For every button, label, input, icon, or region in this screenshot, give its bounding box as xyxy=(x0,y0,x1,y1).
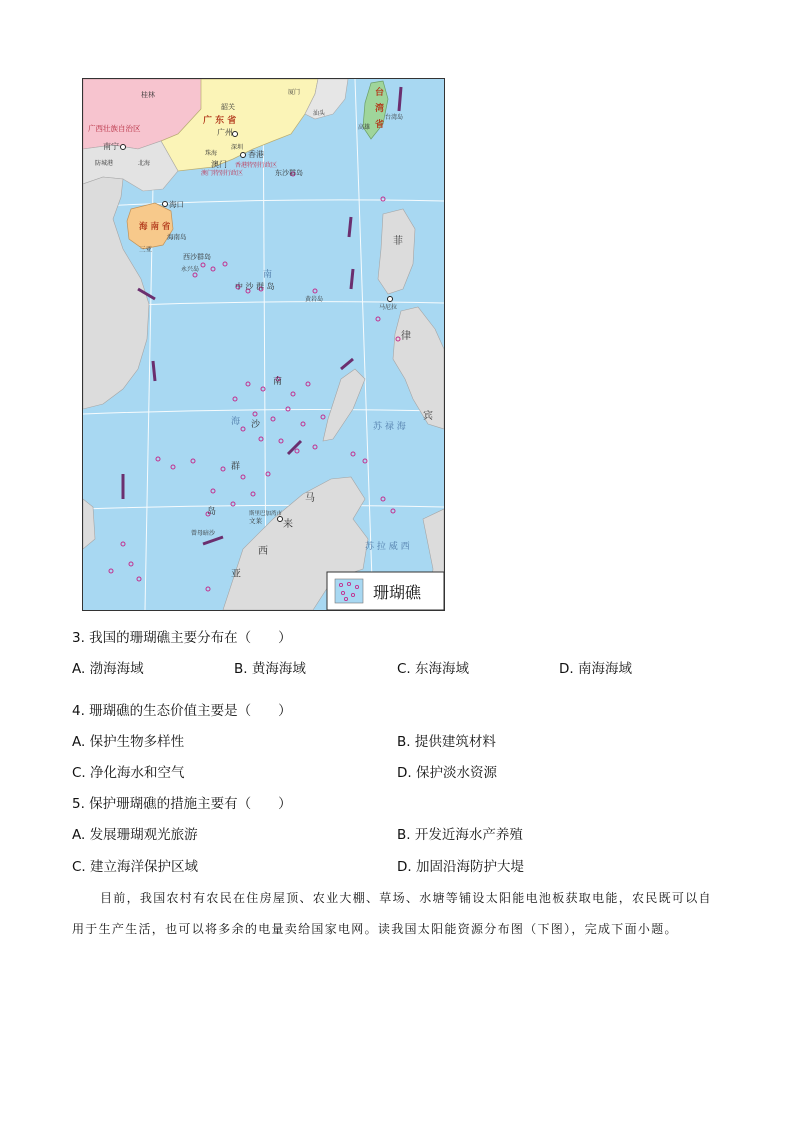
label-fangcheng: 防城港 xyxy=(95,160,114,167)
label-hainan-prov: 海 南 省 xyxy=(139,222,171,232)
south-china-sea-map xyxy=(82,78,445,611)
label-sanya: 三亚 xyxy=(139,245,152,253)
question-5-option-c[interactable]: C. 建立海洋保护区域 xyxy=(72,859,199,875)
label-zengmu: 曾母暗沙 xyxy=(191,530,216,537)
label-ph-3: 宾 xyxy=(423,411,433,422)
dash-segment xyxy=(349,217,351,237)
label-hongkong: 香港 xyxy=(248,150,264,159)
label-macau: 澳门 xyxy=(211,160,227,169)
label-xiamen: 厦门 xyxy=(288,89,301,96)
label-bandar: 斯里巴加湾市 xyxy=(249,511,283,517)
question-5-option-a[interactable]: A. 发展珊瑚观光旅游 xyxy=(72,827,198,843)
label-malay-4: 亚 xyxy=(231,569,241,580)
nanning-marker xyxy=(121,145,126,150)
manila-marker xyxy=(388,297,393,302)
label-beihai: 北海 xyxy=(138,160,151,167)
label-malay-3: 西 xyxy=(258,546,268,557)
question-3-stem: 3. 我国的珊瑚礁主要分布在（ ） xyxy=(72,630,292,646)
label-hainan-island: 海南岛 xyxy=(167,233,187,241)
label-hk-sar: 香港特别行政区 xyxy=(235,162,278,169)
legend-label: 珊瑚礁 xyxy=(373,583,422,602)
question-5-option-d[interactable]: D. 加固沿海防护大堤 xyxy=(397,859,524,875)
label-nansha-4: 岛 xyxy=(207,507,217,517)
label-shantou: 汕头 xyxy=(313,110,326,117)
label-dongsha: 东沙群岛 xyxy=(275,169,303,177)
label-guilin: 桂林 xyxy=(141,91,155,99)
question-4-option-d[interactable]: D. 保护淡水资源 xyxy=(397,765,497,781)
label-huangyan: 黄岩岛 xyxy=(305,296,324,303)
label-macau-sar: 澳门特别行政区 xyxy=(201,170,244,177)
label-sulu: 苏 禄 海 xyxy=(373,422,406,432)
label-zhongsha: 中 沙 群 岛 xyxy=(235,282,275,291)
label-ph-2: 律 xyxy=(401,331,411,342)
label-brunei: 文莱 xyxy=(249,517,262,525)
dash-segment xyxy=(153,361,155,381)
label-taiwan-1: 台 xyxy=(375,88,385,98)
question-5-stem: 5. 保护珊瑚礁的措施主要有（ ） xyxy=(72,796,292,812)
hongkong-marker xyxy=(241,153,246,158)
bandar-marker xyxy=(278,517,283,522)
label-guangzhou: 广州 xyxy=(217,128,233,137)
label-taiwan-3: 省 xyxy=(375,120,385,130)
label-shaoguan: 韶关 xyxy=(221,103,235,111)
label-celebes: 苏 拉 威 西 xyxy=(365,542,410,552)
label-taiwan-2: 湾 xyxy=(375,104,385,114)
label-gaoxiong: 高雄 xyxy=(358,124,371,131)
question-3-option-b[interactable]: B. 黄海海域 xyxy=(234,661,306,677)
question-3-option-a[interactable]: A. 渤海海域 xyxy=(72,661,144,677)
label-guangdong: 广 东 省 xyxy=(203,116,237,126)
guangzhou-marker xyxy=(233,132,238,137)
label-nanning: 南宁 xyxy=(103,142,119,151)
label-manila: 马尼拉 xyxy=(379,304,398,311)
label-guangxi: 广西壮族自治区 xyxy=(88,124,141,133)
label-xisha: 西沙群岛 xyxy=(183,253,211,261)
label-nan: 南 xyxy=(263,270,273,280)
label-nansha-3: 群 xyxy=(231,462,241,472)
label-taiwan-island: 台湾岛 xyxy=(385,114,404,121)
map-legend xyxy=(327,572,444,610)
dash-segment xyxy=(351,269,353,289)
label-yongxing: 永兴岛 xyxy=(181,266,200,273)
label-nansha-1: 南 xyxy=(273,377,283,387)
question-4-option-a[interactable]: A. 保护生物多样性 xyxy=(72,734,185,750)
question-4-stem: 4. 珊瑚礁的生态价值主要是（ ） xyxy=(72,703,292,719)
question-3-option-c[interactable]: C. 东海海域 xyxy=(397,661,470,677)
label-zhuhai: 珠海 xyxy=(205,150,218,157)
label-malay-2: 来 xyxy=(283,519,293,530)
question-5-option-b[interactable]: B. 开发近海水产养殖 xyxy=(397,827,523,843)
map-svg xyxy=(83,79,444,610)
intro-paragraph: 目前，我国农村有农民在住房屋顶、农业大棚、草场、水塘等铺设太阳能电池板获取电能，农民既可以自用于生产生活，也可以将多余的电量卖给国家电网。读我国太阳能资源分布图（下图），完成下面小题。 xyxy=(72,891,712,936)
label-hai: 海 xyxy=(231,417,241,427)
label-shenzhen: 深圳 xyxy=(231,144,244,151)
label-haikou: 海口 xyxy=(169,200,184,209)
label-nansha-2: 沙 xyxy=(251,420,261,430)
haikou-marker xyxy=(163,202,168,207)
question-4-option-b[interactable]: B. 提供建筑材料 xyxy=(397,734,496,750)
question-3-option-d[interactable]: D. 南海海域 xyxy=(559,661,632,677)
question-4-option-c[interactable]: C. 净化海水和空气 xyxy=(72,765,185,781)
label-ph-1: 菲 xyxy=(393,236,403,247)
dash-segment xyxy=(399,87,401,111)
label-malay-1: 马 xyxy=(305,493,315,504)
